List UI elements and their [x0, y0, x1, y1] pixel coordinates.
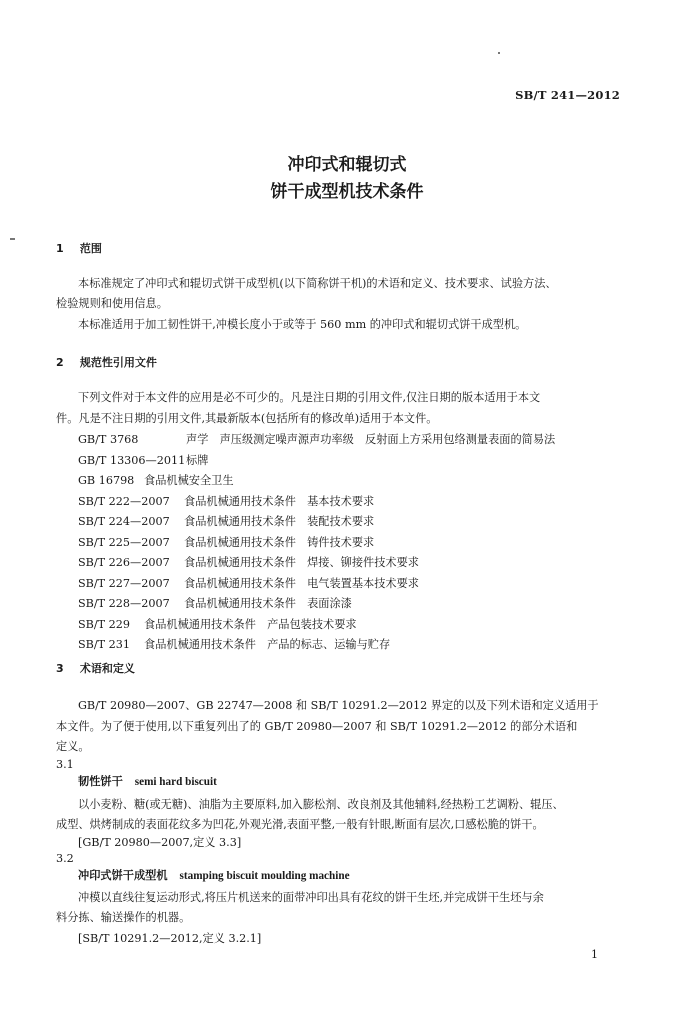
reference-code: SB/T 229	[78, 617, 131, 631]
reference-code: GB/T 13306—2011	[78, 453, 186, 467]
reference-code: SB/T 227—2007	[78, 576, 170, 590]
term-name-en: semi hard biscuit	[134, 776, 217, 788]
standard-number: SB/T 241—2012	[515, 88, 620, 102]
term-number: 3.1	[56, 758, 74, 771]
reference-title: 食品机械安全卫生	[144, 474, 234, 487]
reference-item	[78, 513, 374, 529]
reference-title: 食品机械通用技术条件 电气装置基本技术要求	[184, 576, 419, 590]
section-1-paragraph-1-line-1: 本标准规定了冲印式和辊切式饼干成型机(以下简称饼干机)的术语和定义、技术要求、试验方法、	[78, 277, 557, 290]
term-name-zh: 冲印式饼干成型机	[78, 869, 168, 882]
term-definition-line-1: 以小麦粉、糖(或无糖)、油脂为主要原料,加入膨松剂、改良剂及其他辅料,经热粉工艺调粉、辊压、	[78, 798, 564, 811]
section-title: 术语和定义	[79, 662, 135, 675]
term-source: [SB/T 10291.2—2012,定义 3.2.1]	[78, 932, 262, 945]
term-source: [GB/T 20980—2007,定义 3.3]	[78, 836, 242, 849]
scan-speck	[498, 52, 500, 54]
reference-item	[78, 472, 234, 488]
section-1-paragraph-1-line-2: 检验规则和使用信息。	[56, 297, 168, 310]
section-3-intro-line-3: 定义。	[56, 740, 90, 753]
term-name-en: stamping biscuit moulding machine	[179, 870, 350, 882]
term-definition-line-2: 成型、烘烤制成的表面花纹多为凹花,外观光滑,表面平整,一般有针眼,断面有层次,口感松脆的饼干。	[56, 818, 544, 831]
reference-code: SB/T 225—2007	[78, 535, 170, 549]
page-number: 1	[591, 948, 598, 961]
section-2-heading	[56, 354, 157, 370]
reference-item	[78, 554, 419, 570]
reference-code: SB/T 231	[78, 638, 131, 651]
section-number: 3	[56, 662, 64, 675]
reference-item	[78, 534, 374, 550]
term-number: 3.2	[56, 852, 74, 865]
reference-item	[78, 616, 357, 632]
reference-item	[78, 575, 419, 591]
term-name-zh: 韧性饼干	[78, 775, 123, 788]
reference-code: GB/T 3768	[78, 433, 139, 446]
reference-item	[78, 431, 555, 447]
section-3-intro-line-2: 本文件。为了便于使用,以下重复列出了的 GB/T 20980—2007 和 SB/T 10291.2—2012 的部分术语和	[56, 720, 578, 733]
reference-item	[78, 493, 374, 509]
reference-title: 食品机械通用技术条件 装配技术要求	[184, 515, 375, 528]
section-title: 范围	[79, 242, 102, 255]
reference-item	[78, 595, 352, 611]
reference-code: SB/T 226—2007	[78, 556, 170, 569]
section-3-heading	[56, 660, 135, 676]
reference-code: SB/T 228—2007	[78, 597, 170, 610]
reference-code: GB 16798	[78, 474, 135, 487]
reference-title: 声学 声压级测定噪声源声功率级 反射面上方采用包络测量表面的简易法	[186, 433, 556, 446]
reference-code: SB/T 222—2007	[78, 494, 170, 508]
section-1-heading	[56, 240, 102, 256]
term-heading	[78, 773, 217, 789]
section-3-intro-line-1: GB/T 20980—2007、GB 22747—2008 和 SB/T 10291.2—2012 界定的以及下列术语和定义适用于	[78, 699, 599, 712]
term-definition-line-1: 冲模以直线往复运动形式,将压片机送来的面带冲印出具有花纹的饼干生坯,并完成饼干生坯与余	[78, 891, 544, 904]
section-1-paragraph-2: 本标准适用于加工韧性饼干,冲模长度小于或等于 560 mm 的冲印式和辊切式饼干成型机。	[78, 318, 527, 331]
scan-speck	[10, 238, 15, 240]
reference-title: 食品机械通用技术条件 产品的标志、运输与贮存	[144, 638, 391, 651]
term-heading	[78, 867, 350, 883]
reference-title: 食品机械通用技术条件 表面涂漆	[184, 597, 352, 610]
section-number: 1	[56, 242, 64, 255]
reference-item	[78, 636, 390, 652]
section-2-intro-line-1: 下列文件对于本文件的应用是必不可少的。凡是注日期的引用文件,仅注日期的版本适用于本文	[78, 391, 541, 404]
section-number: 2	[56, 356, 64, 369]
document-title-line-1: 冲印式和辊切式	[287, 155, 407, 175]
section-2-intro-line-2: 件。凡是不注日期的引用文件,其最新版本(包括所有的修改单)适用于本文件。	[56, 412, 438, 425]
reference-title: 食品机械通用技术条件 铸件技术要求	[184, 535, 375, 549]
reference-title: 食品机械通用技术条件 产品包装技术要求	[144, 617, 357, 631]
reference-title: 食品机械通用技术条件 基本技术要求	[184, 494, 375, 508]
reference-title: 食品机械通用技术条件 焊接、铆接件技术要求	[184, 556, 419, 569]
reference-item	[78, 452, 208, 468]
term-definition-line-2: 料分拣、输送操作的机器。	[56, 911, 191, 924]
document-title-line-2: 饼干成型机技术条件	[270, 182, 424, 202]
section-title: 规范性引用文件	[79, 356, 157, 369]
reference-title: 标牌	[186, 453, 209, 467]
reference-code: SB/T 224—2007	[78, 515, 170, 528]
